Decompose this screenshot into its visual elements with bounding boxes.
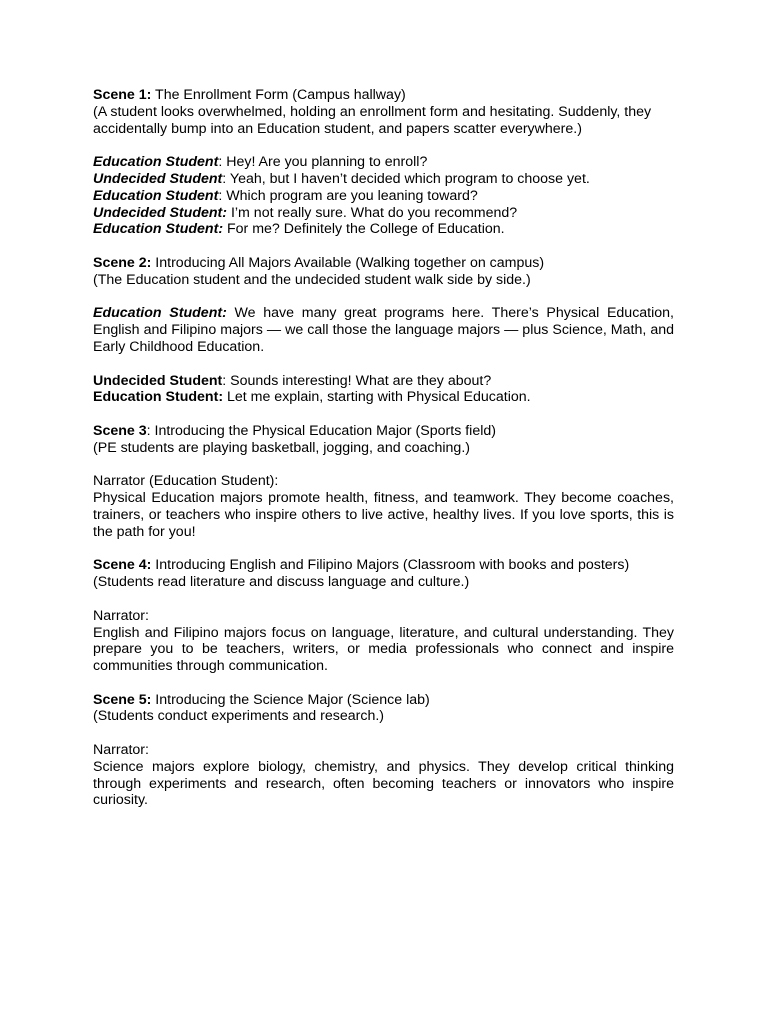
dialogue-line [93,305,674,355]
dialogue-line [93,188,674,205]
scene-3 [93,423,674,457]
scene-2-title-line [93,255,674,272]
scene-5-title-line [93,692,674,709]
dialogue-text: For me? Definitely the College of Education. [227,221,505,238]
narrator-label: Narrator (Education Student): [93,473,279,490]
scene-4-heading: Scene 4: [93,557,152,574]
dialogue-line [93,205,674,222]
scene-5 [93,692,674,726]
speaker-name: Undecided Student [93,372,223,389]
narration-5 [93,742,674,809]
dialogue-text: I’m not really sure. What do you recommend? [230,204,518,221]
dialogue-text: Hey! Are you planning to enroll? [226,154,428,171]
scene-4-direction: (Students read literature and discuss language and culture.) [93,574,470,591]
scene-3-title-line [93,423,674,440]
scene-1-direction: (A student looks overwhelmed, holding an enrollment form and hesitating. Suddenly, they accidentally bump into an Education student, and papers scatter everywhere.) [93,103,652,137]
scene-5-title: Introducing the Science Major (Science lab) [151,691,430,708]
dialogue-text: Which program are you leaning toward? [226,187,478,204]
scene-1 [93,87,674,137]
dialogue-text: Yeah, but I haven’t decided which program to choose yet. [229,170,590,187]
speaker-name: Education Student: [93,221,224,238]
scene-4-title-line [93,557,674,574]
scene-2-direction: (The Education student and the undecided student walk side by side.) [93,271,531,288]
speaker-name: Education Student [93,154,219,171]
dialogue-line [93,171,674,188]
speaker-name: Education Student [93,187,219,204]
scene-4-title: Introducing English and Filipino Majors (Classroom with books and posters) [151,557,630,574]
narration-text: Science majors explore biology, chemistry, and physics. They develop critical thinking through experiments and research, often becoming teachers or innovators who inspire curiosity. [93,758,674,809]
scene-5-heading: Scene 5: [93,691,152,708]
dialogue-1 [93,154,674,238]
speaker-name: Education Student: [93,389,224,406]
dialogue-separator: : [218,154,227,171]
narration-4 [93,608,674,675]
narrator-label: Narrator: [93,742,149,759]
speaker-name: Undecided Student: [93,204,227,221]
dialogue-line [93,389,674,406]
dialogue-line [93,154,674,171]
narrator-label: Narrator: [93,607,149,624]
dialogue-separator: : [218,187,227,204]
dialogue-text: We have many great programs here. There’s Physical Education, English and Filipino majors — we call those the language majors — plus Science, Math, and Early Childhood Education. [93,305,674,355]
dialogue-separator: : [222,170,230,187]
scene-3-heading: Scene 3 [93,422,147,439]
scene-3-direction: (PE students are playing basketball, jogging, and coaching.) [93,439,470,456]
dialogue-line [93,221,674,238]
scene-3-title: : Introducing the Physical Education Major (Sports field) [146,422,496,439]
dialogue-2 [93,373,674,407]
scene-2-heading: Scene 2: [93,254,152,271]
scene-1-title: The Enrollment Form (Campus hallway) [151,87,406,103]
scene-5-direction: (Students conduct experiments and research.) [93,708,384,725]
narration-text: English and Filipino majors focus on language, literature, and cultural understanding. They prepare you to be teachers, writers, or media professionals who connect and inspire communities through communication. [93,624,674,675]
speech-2 [93,305,674,355]
dialogue-text: Let me explain, starting with Physical Education. [223,389,531,406]
scene-4 [93,557,674,591]
script-document [93,87,674,826]
speaker-name: Undecided Student [93,170,223,187]
dialogue-text: : Sounds interesting! What are they about? [222,372,492,389]
narration-text: Physical Education majors promote health, fitness, and teamwork. They become coaches, trainers, or teachers who inspire others to live active, healthy lives. If you love sports, this is the path for you! [93,490,674,540]
dialogue-line [93,373,674,390]
scene-2-title: Introducing All Majors Available (Walking together on campus) [151,254,545,271]
speaker-name: Education Student: [93,305,227,322]
narration-3 [93,473,674,540]
scene-2 [93,255,674,289]
scene-1-heading: Scene 1: [93,87,152,103]
scene-1-title-line [93,87,674,104]
